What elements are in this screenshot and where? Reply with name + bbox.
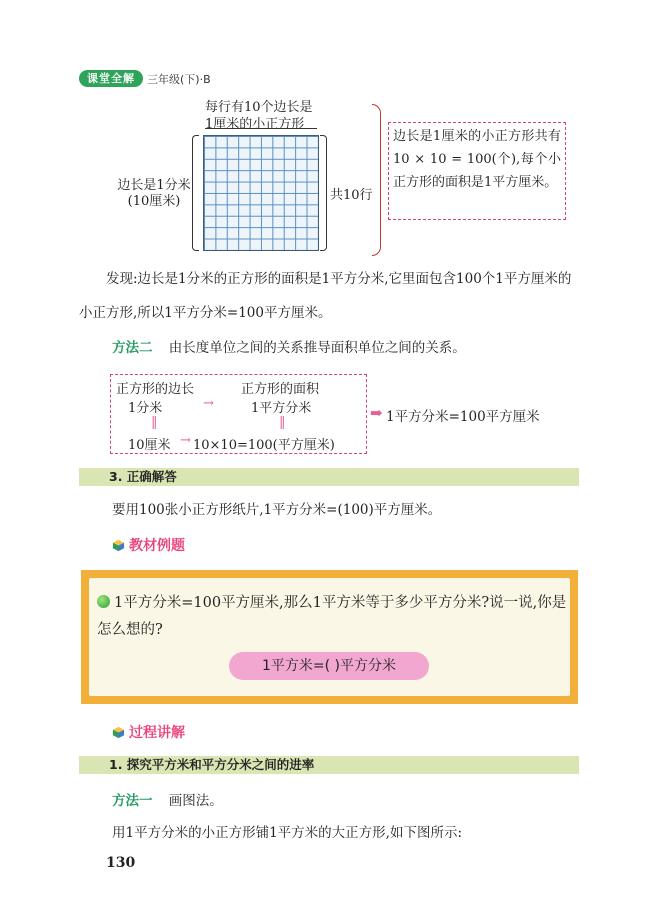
pink-arrow-icon: → bbox=[203, 396, 214, 411]
green-bullet-icon bbox=[97, 595, 110, 608]
derivation-row1-left: 1分米 bbox=[128, 401, 163, 416]
equiv-mark-left: ‖ bbox=[151, 415, 158, 430]
section3-header: 3. 正确解答 bbox=[79, 468, 579, 486]
section1-header: 1. 探究平方米和平方分米之间的进率 bbox=[79, 756, 579, 774]
grade-label: 三年级(下)·B bbox=[147, 73, 211, 86]
derivation-col1-head: 正方形的边长 bbox=[116, 382, 195, 397]
answer-pill: 1平方米=( )平方分米 bbox=[229, 652, 429, 680]
process-title: 过程讲解 bbox=[129, 725, 185, 741]
page-number: 130 bbox=[106, 855, 136, 871]
right-bracket bbox=[320, 135, 327, 251]
grid-top-caption-line2: 1厘米的小正方形 bbox=[205, 117, 305, 132]
square-grid-figure bbox=[203, 135, 319, 251]
book-logo: 课堂全解 bbox=[79, 70, 143, 87]
process-heading bbox=[112, 722, 185, 742]
grid-explanation-note: 边长是1厘米的小正方形共有 10 × 10 = 100(个),每个小正方形的面积是1平方厘米。 bbox=[388, 122, 566, 220]
method2-line bbox=[112, 338, 572, 358]
derivation-row1-right: 1平方分米 bbox=[251, 401, 312, 416]
derivation-row2-mid: 10×10=100(平方厘米) bbox=[193, 438, 335, 453]
equiv-mark-right: ‖ bbox=[279, 415, 286, 430]
side-length-label bbox=[114, 178, 194, 210]
cube-icon bbox=[112, 726, 125, 739]
method1-line bbox=[112, 791, 612, 811]
example-question bbox=[97, 590, 567, 644]
top-bracket bbox=[205, 128, 317, 133]
red-brace bbox=[372, 104, 381, 256]
derivation-box bbox=[110, 374, 367, 454]
derivation-col2-head: 正方形的面积 bbox=[241, 382, 320, 397]
method2-text: 由长度单位之间的关系推导面积单位之间的关系。 bbox=[168, 340, 466, 356]
method1-text: 画图法。 bbox=[168, 793, 223, 809]
final-instruction: 用1平方分米的小正方形铺1平方米的大正方形,如下图所示: bbox=[112, 825, 463, 841]
cube-icon bbox=[112, 539, 125, 552]
textbook-example-heading bbox=[112, 535, 185, 555]
grid-top-caption-line1: 每行有10个边长是 bbox=[205, 100, 313, 115]
example-question-text: 1平方分米=100平方厘米,那么1平方米等于多少平方分米?说一说,你是怎么想的? bbox=[97, 595, 567, 638]
row-count-label: 共10行 bbox=[330, 188, 373, 203]
discovery-paragraph: 发现:边长是1分米的正方形的面积是1平方分米,它里面包含100个1平方厘米的小正方形,所以1平方分米=100平方厘米。 bbox=[79, 271, 572, 321]
derivation-row2-left: 10厘米 bbox=[128, 438, 171, 453]
derivation-conclusion: 1平方分米=100平方厘米 bbox=[386, 409, 540, 425]
method2-label: 方法二 bbox=[112, 340, 153, 356]
correct-answer: 要用100张小正方形纸片,1平方分米=(100)平方厘米。 bbox=[112, 502, 442, 518]
conclusion-arrow-icon: ➡ bbox=[370, 404, 383, 422]
side-length-line2: (10厘米) bbox=[127, 194, 181, 209]
textbook-example-title: 教材例题 bbox=[129, 538, 185, 554]
pink-arrow-icon: → bbox=[180, 433, 191, 448]
method1-label: 方法一 bbox=[112, 793, 153, 809]
side-length-line1: 边长是1分米 bbox=[117, 178, 191, 193]
